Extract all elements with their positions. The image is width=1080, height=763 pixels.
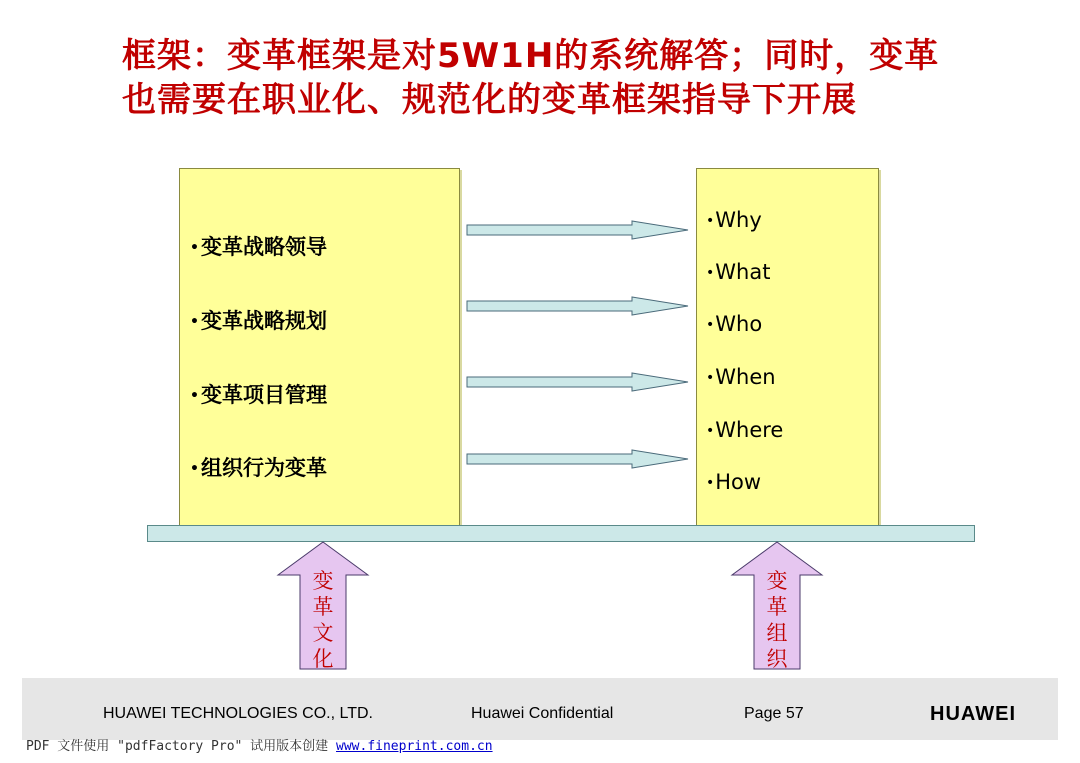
right-arrow-icon	[467, 373, 688, 391]
right-arrow-icon	[467, 221, 688, 239]
fineprint-link[interactable]: www.fineprint.com.cn	[336, 739, 493, 754]
left-item: •组织行为变革	[190, 456, 327, 480]
bullet-icon: •	[190, 240, 199, 256]
bullet-icon: •	[706, 265, 715, 281]
left-item: •变革战略规划	[190, 309, 327, 333]
pdf-creator-note: PDF 文件使用 "pdfFactory Pro" 试用版本创建 www.fineprint.com.cn	[26, 739, 493, 754]
right-arrow-icon	[467, 297, 688, 315]
bullet-icon: •	[706, 370, 715, 386]
right-item: •Who	[706, 312, 763, 336]
bullet-icon: •	[190, 314, 199, 330]
right-item: •When	[706, 365, 776, 389]
huawei-logo-text: HUAWEI	[930, 703, 1016, 725]
bullet-icon: •	[190, 388, 199, 404]
bullet-icon: •	[706, 213, 715, 229]
bullet-icon: •	[706, 475, 715, 491]
left-item: •变革项目管理	[190, 383, 327, 407]
title-line-1: 框架：变革框架是对5W1H的系统解答；同时，变革	[122, 36, 940, 76]
footer-company: HUAWEI TECHNOLOGIES CO., LTD.	[103, 705, 373, 722]
bullet-icon: •	[706, 317, 715, 333]
footer-confidential: Huawei Confidential	[471, 705, 614, 722]
title-line-2: 也需要在职业化、规范化的变革框架指导下开展	[122, 80, 857, 120]
organization-label: 变 革 组 织	[766, 569, 788, 671]
bullet-icon: •	[706, 423, 715, 439]
right-item: •What	[706, 260, 771, 284]
bullet-icon: •	[190, 461, 199, 477]
right-item: •Where	[706, 418, 784, 442]
right-item: •How	[706, 470, 762, 494]
right-item: •Why	[706, 208, 762, 232]
culture-label: 变 革 文 化	[312, 569, 334, 671]
footer-page-number: Page 57	[744, 705, 804, 722]
right-arrow-icon	[467, 450, 688, 468]
left-item: •变革战略领导	[190, 235, 327, 259]
